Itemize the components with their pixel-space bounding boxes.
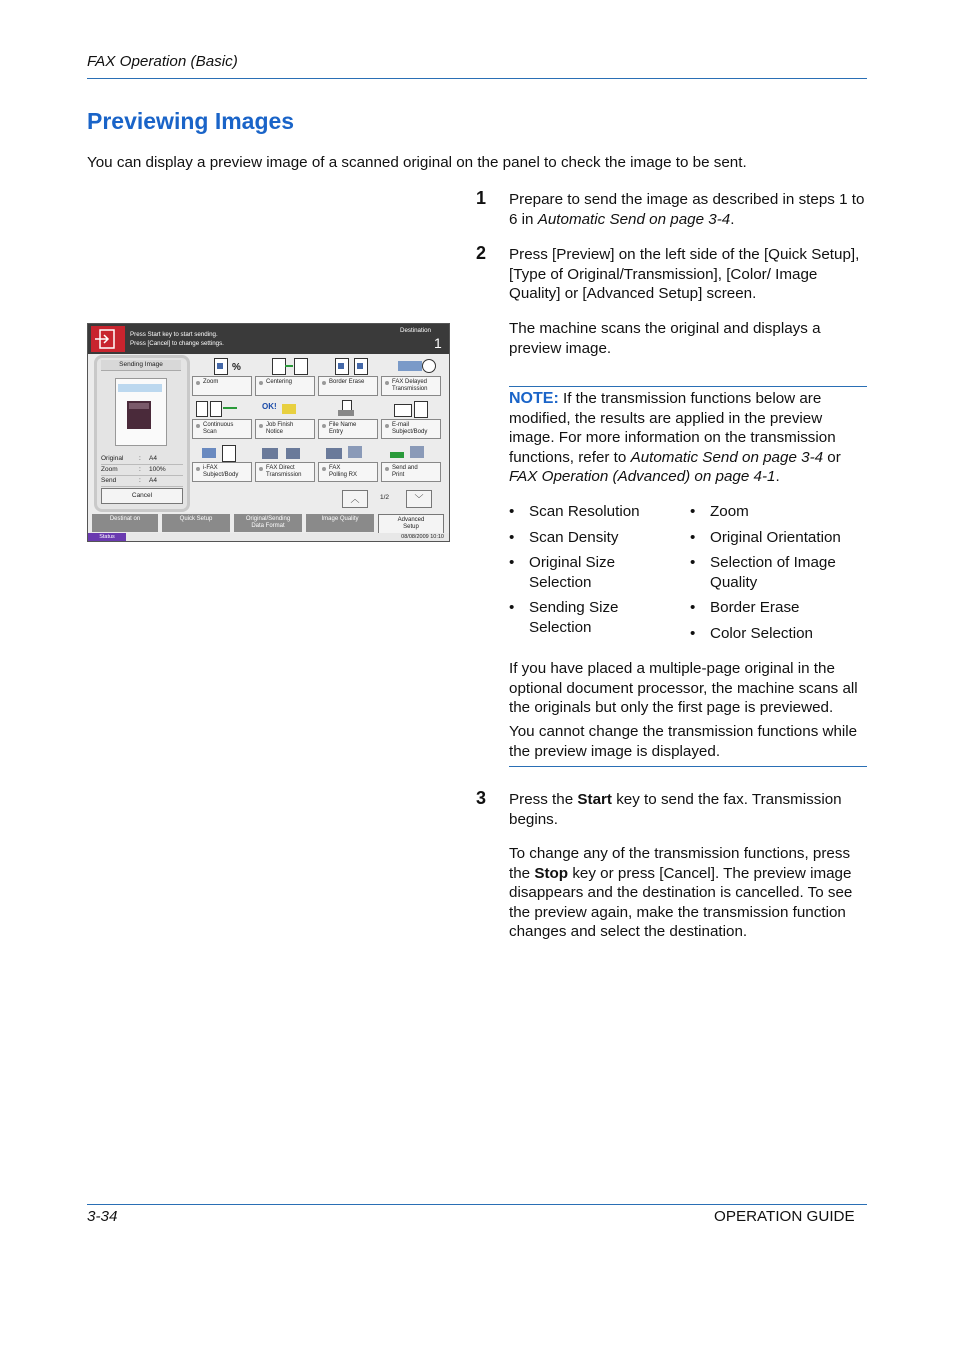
bullet-item: • Color Selection (690, 624, 860, 644)
page-number: 3-34 (87, 1208, 118, 1225)
chevron-up-icon: ︿ (350, 494, 360, 504)
date-time: 08/08/2009 10:10 (401, 534, 444, 540)
ifax-subject-body-button[interactable]: i-FAX Subject/Body (192, 462, 252, 482)
step-2-number: 2 (476, 243, 487, 263)
page-indicator: 1/2 (380, 494, 390, 501)
bullet-list-right (690, 502, 860, 649)
tab-destination[interactable]: Destinat on (92, 514, 158, 532)
bullet-item: • Sending Size Selection (509, 598, 669, 637)
step-3-number: 3 (476, 788, 487, 808)
step-2-subtext: The machine scans the original and displays a preview image. (509, 320, 821, 357)
email-subject-icon (392, 400, 436, 418)
zoom-icon: % (206, 357, 250, 375)
page-down-button[interactable] (406, 490, 432, 508)
preview-pane (94, 355, 190, 512)
note-para-2: You cannot change the transmission functions while the preview image is displayed. (509, 723, 858, 760)
tab-advanced-setup[interactable]: Advanced Setup (378, 514, 444, 534)
bullet-item: • Selection of Image Quality (690, 553, 860, 592)
info-row: Original : A4 (101, 454, 183, 465)
bullet-item: • Original Orientation (690, 528, 860, 548)
stop-key-label: Stop (534, 864, 569, 882)
panel-message: Press Start key to start sending. Press [Cancel] to change settings. (130, 331, 224, 347)
job-finish-notice-icon: OK! (260, 400, 304, 418)
bullet-item: • Original Size Selection (509, 553, 669, 592)
step-1-number: 1 (476, 188, 487, 208)
panel-screenshot (87, 323, 450, 542)
send-and-print-button[interactable]: Send and Print (381, 462, 441, 482)
bullet-list-left (509, 502, 669, 643)
panel-message-bar (88, 324, 449, 354)
bullet-item: • Scan Density (509, 528, 669, 548)
tab-image-quality[interactable]: Image Quality (306, 514, 374, 532)
status-bar (88, 533, 449, 541)
send-document-icon (91, 326, 125, 352)
cancel-button[interactable]: Cancel (101, 488, 183, 504)
tab-original-sending-data-format[interactable]: Original/Sending Data Format (234, 514, 302, 532)
note-bottom-rule (509, 766, 867, 767)
section-title: Previewing Images (87, 108, 295, 134)
file-name-entry-icon (332, 400, 376, 418)
intro-text: You can display a preview image of a scanned original on the panel to check the image to be sent. (87, 154, 747, 171)
destination-count: 1 (434, 335, 442, 351)
send-and-print-icon (386, 444, 430, 462)
note-para-1: If you have placed a multiple-page original in the optional document processor, the machine scans all the originals but only the first page is previewed. (509, 660, 858, 716)
step-1-ref: Automatic Send on page 3-4 (537, 210, 731, 228)
bullet-item: • Border Erase (690, 598, 860, 618)
centering-button[interactable]: Centering (255, 376, 315, 396)
preview-info (101, 454, 183, 487)
job-finish-notice-button[interactable]: Job Finish Notice (255, 419, 315, 439)
fax-polling-icon (324, 444, 368, 462)
border-erase-button[interactable]: Border Erase (318, 376, 378, 396)
step-3-subtext: To change any of the transmission functions, press the Stop key or press [Cancel]. The preview image disappears and the destination is cancelled. To see the preview again, make the transmission function changes and select the destination. (509, 845, 853, 940)
border-erase-icon (332, 357, 376, 375)
continuous-scan-button[interactable]: Continuous Scan (192, 419, 252, 439)
note-top-rule (509, 386, 867, 387)
step-1-text: Prepare to send the image as described in steps 1 to 6 in Automatic Send on page 3-4. (509, 191, 865, 228)
continuous-scan-icon (196, 400, 240, 418)
ifax-icon (198, 444, 242, 462)
preview-title: Sending Image (101, 360, 181, 371)
info-row: Zoom : 100% (101, 465, 183, 476)
file-name-entry-button[interactable]: File Name Entry (318, 419, 378, 439)
fax-delayed-transmission-button[interactable]: FAX Delayed Transmission (381, 376, 441, 396)
page-up-button[interactable] (342, 490, 368, 508)
footer-rule (87, 1204, 867, 1205)
tab-quick-setup[interactable]: Quick Setup (162, 514, 230, 532)
running-header: FAX Operation (Basic) (87, 53, 238, 70)
email-subject-body-button[interactable]: E-mail Subject/Body (381, 419, 441, 439)
bullet-item: • Zoom (690, 502, 860, 522)
fax-polling-rx-button[interactable]: FAX Polling RX (318, 462, 378, 482)
step-2-text: Press [Preview] on the left side of the [Quick Setup], [Type of Original/Transmission], [Color/ Image Quality] or [Advanced Setup] screen. (509, 246, 860, 302)
step-3-text: Press the Start key to send the fax. Transmission begins. (509, 791, 842, 828)
info-row: Send : A4 (101, 476, 183, 487)
bullet-item: • Scan Resolution (509, 502, 669, 522)
zoom-button[interactable]: Zoom (192, 376, 252, 396)
fax-delayed-icon (394, 357, 438, 375)
fax-direct-icon (260, 444, 304, 462)
guide-title: OPERATION GUIDE (714, 1208, 855, 1225)
chevron-down-icon: ﹀ (414, 494, 424, 504)
status-button[interactable]: Status (88, 533, 126, 541)
header-rule (87, 78, 867, 79)
destination-label: Destination (400, 327, 431, 334)
fax-direct-transmission-button[interactable]: FAX Direct Transmission (255, 462, 315, 482)
note-label: NOTE: (509, 390, 559, 407)
centering-icon (268, 357, 312, 375)
panel-tabs (88, 514, 449, 534)
start-key-label: Start (577, 791, 612, 808)
note-text: NOTE: If the transmission functions below are modified, the results are applied in the preview image. For more information on the transmission functions, refer to Automatic Send on page 3-4 or FAX Operation (Advanced) on page 4-1. (509, 390, 841, 485)
preview-image (115, 378, 167, 446)
